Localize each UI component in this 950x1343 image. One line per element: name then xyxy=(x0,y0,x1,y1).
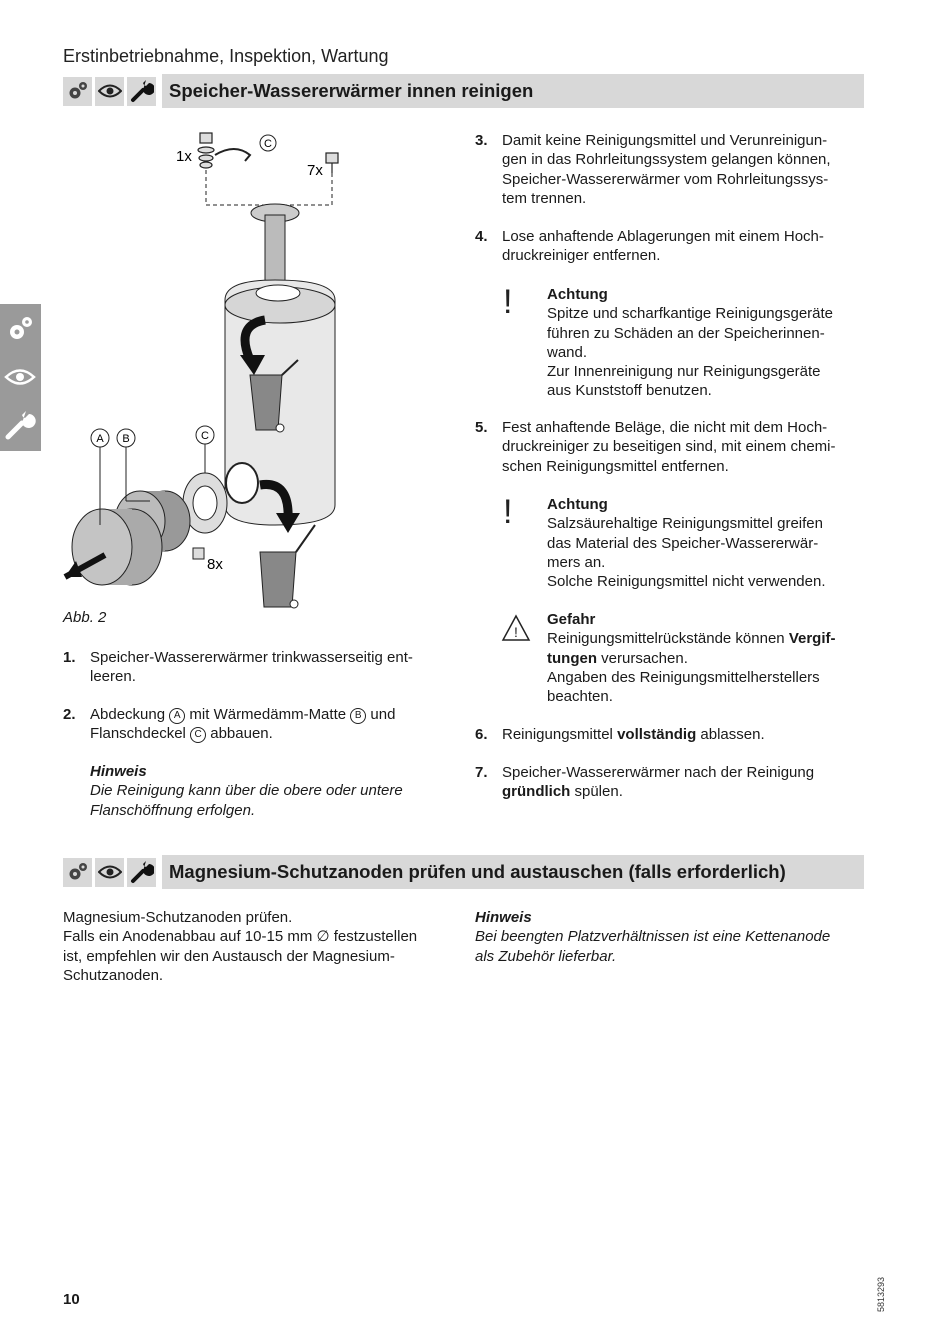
section-header-anodes xyxy=(63,855,864,889)
figure-caption: Abb. 2 xyxy=(63,609,107,626)
label-1x: 1x xyxy=(176,148,192,165)
label-a: A xyxy=(96,433,104,445)
label-c-top: C xyxy=(264,138,272,150)
tank-cleaning-figure xyxy=(60,125,450,615)
label-c-flange: C xyxy=(201,430,209,442)
label-b: B xyxy=(122,433,130,445)
achtung-warning-1: ! Achtung Spitze und scharfkantige Reinigungsgeräte führen zu Schäden an der Speicherinnen- wand. Zur Innenreinigung nur Reinigungsgeräte aus Kunststoff benutzen. xyxy=(503,283,834,400)
label-7x: 7x xyxy=(307,162,323,179)
eye-icon xyxy=(95,858,124,887)
anode-instructions: Magnesium-Schutzanoden prüfen. Falls ein Anodenabbau auf 10-15 mm ∅ festzustellen ist, empfehlen wir den Austausch der Magnesium- Schutzanoden. xyxy=(63,909,418,984)
gefahr-danger-note: ! Gefahr Reinigungsmittelrückstände können Vergif- tungen verursachen. Angaben des Reinigungsmittelherstellers beachten. xyxy=(475,610,865,706)
step-number: 1. xyxy=(63,649,76,666)
exclamation-icon: ! xyxy=(503,493,513,531)
label-8x: 8x xyxy=(207,556,223,573)
wrench-icon xyxy=(127,77,156,106)
warning-triangle-icon xyxy=(501,614,531,642)
svg-text:!: ! xyxy=(514,624,518,640)
document-code: 5813293 xyxy=(876,1276,886,1312)
section-header-cleaning xyxy=(63,74,864,108)
eye-icon xyxy=(95,77,124,106)
wrench-icon xyxy=(127,858,156,887)
section-title: Magnesium-Schutzanoden prüfen und austauschen (falls erforderlich) xyxy=(162,855,864,889)
exclamation-icon: ! xyxy=(503,283,513,321)
step-number: 2. xyxy=(63,706,76,723)
hinweis-note-2: Hinweis Bei beengten Platzverhältnissen ist eine Kettenanode als Zubehör lieferbar. xyxy=(475,909,831,965)
achtung-warning-2: ! Achtung Salzsäurehaltige Reinigungsmittel greifen das Material des Speicher-Wassererwär- mers an. Solche Reinigungsmittel nicht verwenden. xyxy=(503,493,826,591)
side-wrench-icon xyxy=(8,423,22,437)
hinweis-note-1: Hinweis Die Reinigung kann über die obere oder untere Flanschöffnung erfolgen. xyxy=(90,763,403,819)
section-title: Speicher-Wassererwärmer innen reinigen xyxy=(162,74,864,108)
gears-icon xyxy=(63,858,92,887)
chapter-title: Erstinbetriebnahme, Inspektion, Wartung xyxy=(63,46,389,66)
page-number: 10 xyxy=(63,1291,80,1308)
side-tab xyxy=(0,304,41,451)
side-gears-icon xyxy=(10,317,32,339)
diameter-symbol: ∅ xyxy=(316,928,330,946)
gears-icon xyxy=(63,77,92,106)
